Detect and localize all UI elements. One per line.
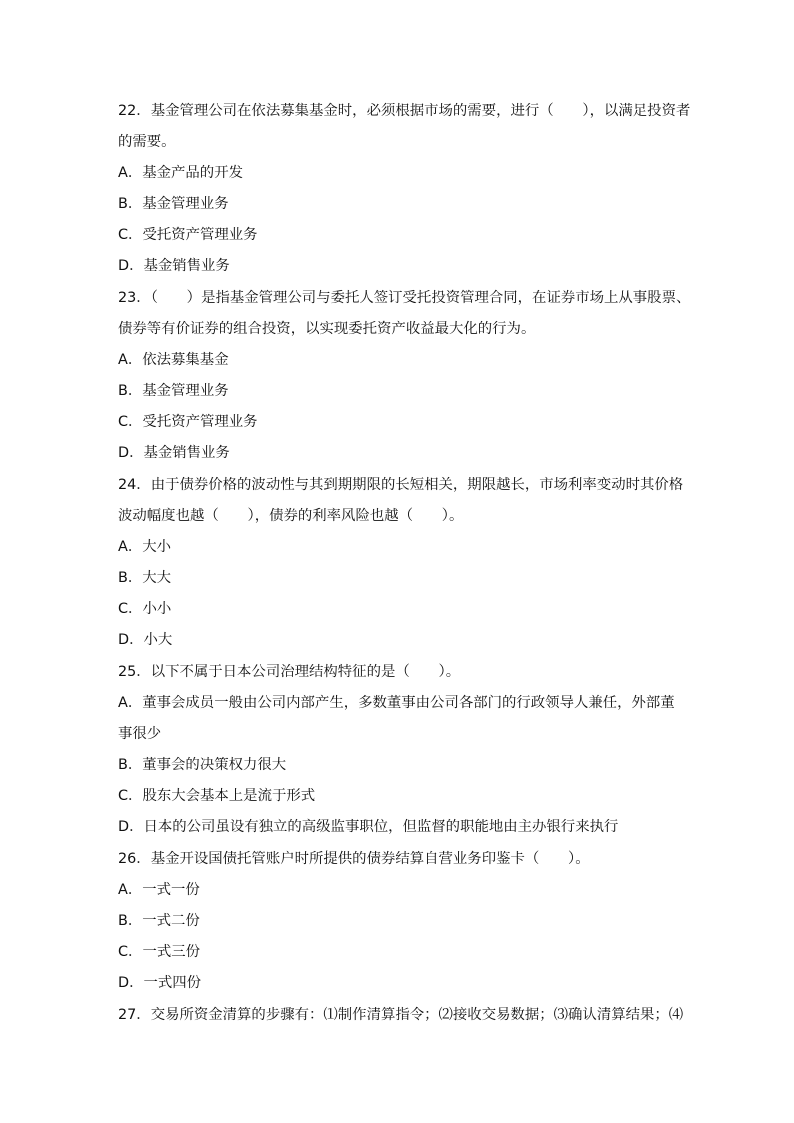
q23-stem-line-1: 23．（ ）是指基金管理公司与委托人签订受托投资管理合同，在证券市场上从事股票、 [118, 290, 691, 306]
q23-option-d: D．基金销售业务 [118, 445, 230, 461]
q23-option-a: A．依法募集基金 [118, 352, 229, 368]
q24-stem-line-2: 波动幅度也越（ ），债券的利率风险也越（ ）。 [118, 508, 464, 524]
q23-option-b: B．基金管理业务 [118, 383, 229, 399]
q26-option-b: B．一式二份 [118, 913, 200, 929]
q25-option-b: B．董事会的决策权力很大 [118, 757, 287, 773]
q23-option-c: C．受托资产管理业务 [118, 414, 258, 430]
q22-option-d: D．基金销售业务 [118, 258, 230, 274]
q25-option-a-line-2: 事很少 [118, 726, 162, 742]
q24-option-c: C．小小 [118, 601, 172, 617]
q25-option-d: D．日本的公司虽设有独立的高级监事职位，但监督的职能地由主办银行来执行 [118, 819, 619, 835]
q23-stem-line-2: 债券等有价证券的组合投资，以实现委托资产收益最大化的行为。 [118, 321, 536, 337]
q22-stem-line-1: 22．基金管理公司在依法募集基金时，必须根据市场的需要，进行（ ），以满足投资者 [118, 103, 691, 119]
q25-stem: 25．以下不属于日本公司治理结构特征的是（ ）。 [118, 664, 461, 680]
q24-option-a: A．大小 [118, 539, 172, 555]
q22-option-c: C．受托资产管理业务 [118, 227, 258, 243]
q22-stem-line-2: 的需要。 [118, 134, 176, 150]
q24-stem-line-1: 24．由于债券价格的波动性与其到期期限的长短相关，期限越长，市场利率变动时其价格 [118, 477, 684, 493]
q24-option-b: B．大大 [118, 570, 172, 586]
q26-stem: 26．基金开设国债托管账户时所提供的债券结算自营业务印鉴卡（ ）。 [118, 851, 590, 867]
q24-option-d: D．小大 [118, 632, 173, 648]
q26-option-a: A．一式一份 [118, 882, 200, 898]
q25-option-a-line-1: A．董事会成员一般由公司内部产生，多数董事由公司各部门的行政领导人兼任，外部董 [118, 695, 675, 711]
q26-option-d: D．一式四份 [118, 975, 202, 991]
q26-option-c: C．一式三份 [118, 944, 201, 960]
q27-stem-line-1: 27．交易所资金清算的步骤有：⑴制作清算指令；⑵接收交易数据；⑶确认清算结果；⑷ [118, 1007, 684, 1023]
q22-option-b: B．基金管理业务 [118, 196, 229, 212]
q25-option-c: C．股东大会基本上是流于形式 [118, 788, 316, 804]
q22-option-a: A．基金产品的开发 [118, 165, 243, 181]
